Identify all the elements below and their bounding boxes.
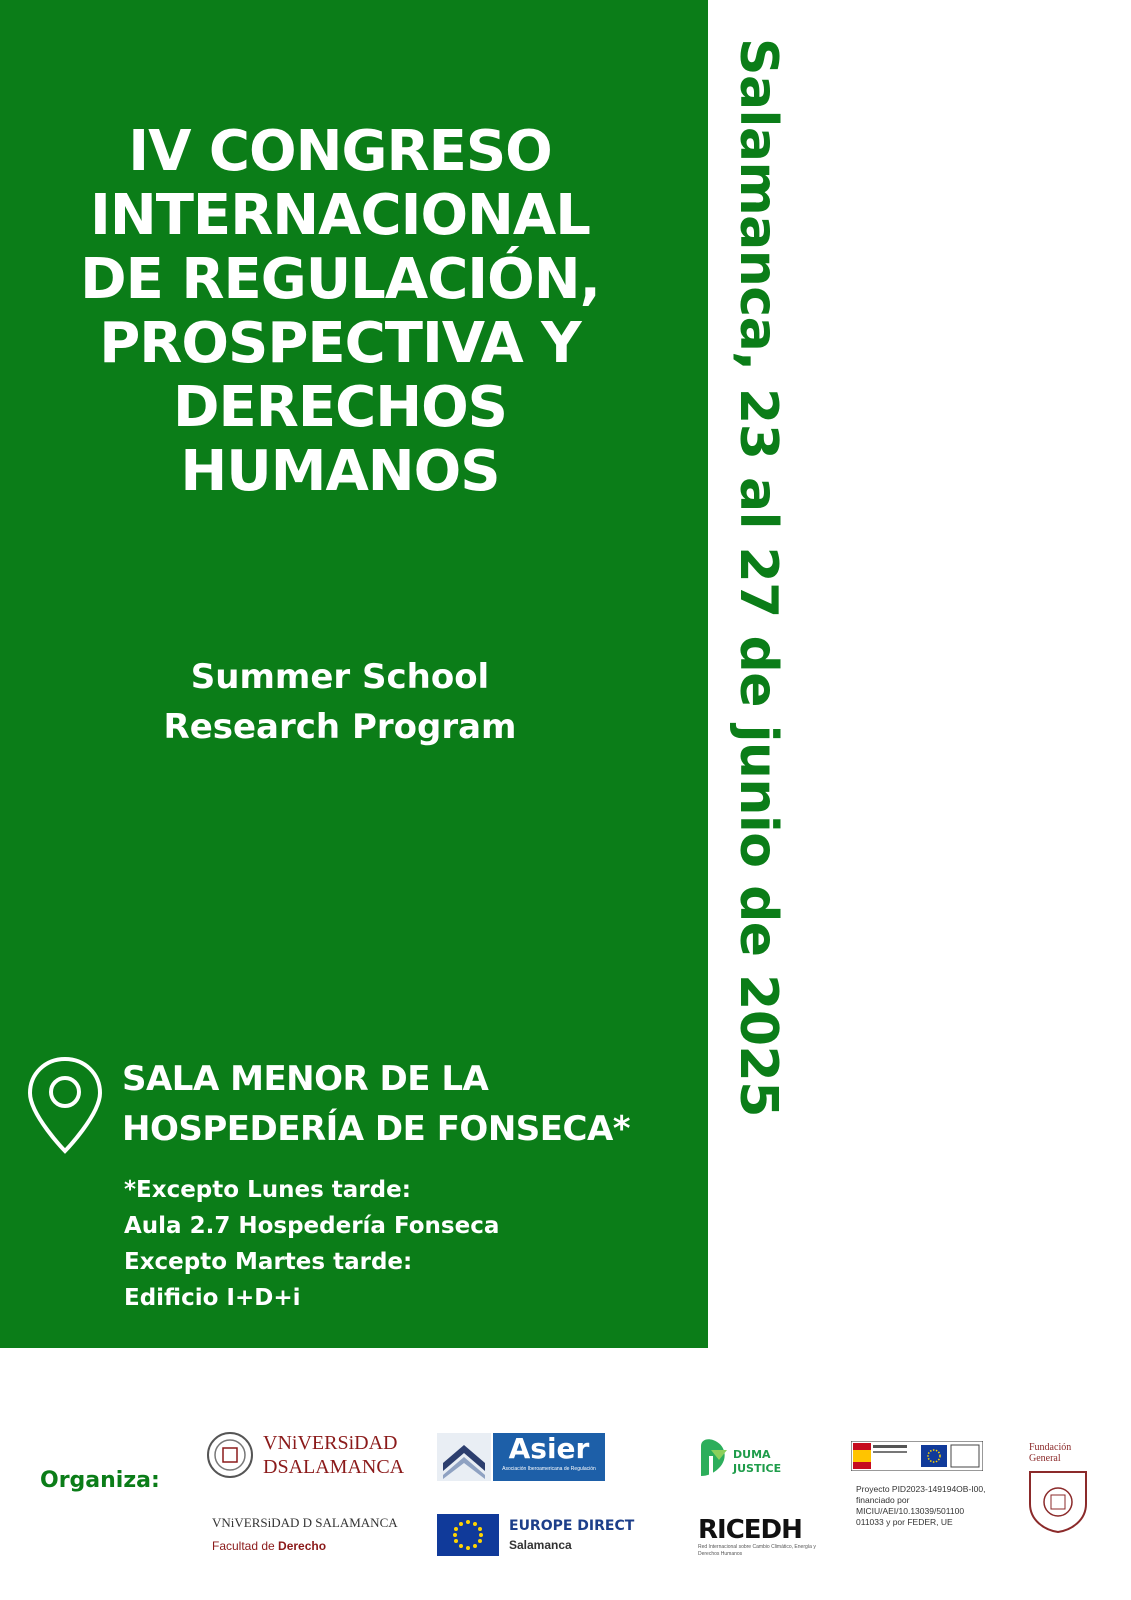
eu-stars-icon — [437, 1514, 499, 1556]
location-pin-icon — [26, 1055, 104, 1155]
fundacion-general-logo — [1026, 1442, 1090, 1534]
note-line: Excepto Martes tarde: — [124, 1249, 413, 1275]
fundacion-line1: Fundación — [1029, 1442, 1072, 1453]
note-line: Edificio I+D+i — [124, 1285, 301, 1311]
title-line: HUMANOS — [180, 439, 500, 504]
usal-name-line1: VNiVERSiDAD — [263, 1432, 398, 1454]
title-line: IV CONGRESO — [128, 119, 552, 184]
subtitle-line: Research Program — [163, 707, 517, 747]
note-line: *Excepto Lunes tarde: — [124, 1177, 411, 1203]
duma-line2: JUSTICE — [733, 1462, 782, 1475]
event-date: Salamanca, 23 al 27 de junio de 2025 — [728, 38, 788, 1117]
title-line: DE REGULACIÓN, — [80, 247, 600, 312]
duma-justice-logo — [697, 1436, 807, 1482]
title-line: PROSPECTIVA Y — [99, 311, 581, 376]
usal-seal-icon — [205, 1428, 255, 1482]
asier-box — [493, 1433, 605, 1481]
fundacion-seal-icon — [1026, 1468, 1090, 1534]
facultad-derecho: Derecho — [278, 1539, 327, 1553]
ricedh-tagline: Red Internacional sobre Cambio Climático, Energía y Derechos Humanos — [698, 1544, 816, 1557]
fundacion-name — [1029, 1442, 1071, 1464]
program-subtitle — [40, 652, 640, 752]
title-line: INTERNACIONAL — [90, 183, 590, 248]
usal-logo — [205, 1428, 405, 1486]
venue — [122, 1054, 630, 1154]
europe-direct-city: Salamanca — [509, 1538, 572, 1552]
asier-chevron-icon — [437, 1433, 491, 1481]
facultad-line — [212, 1539, 412, 1553]
europe-direct-logo — [437, 1514, 637, 1558]
asier-tagline: Asociación Iberoamericana de Regulación — [502, 1466, 596, 1472]
venue-notes — [124, 1172, 499, 1316]
asier-name: Asier — [508, 1432, 590, 1465]
europe-direct-title: EUROPE DIRECT — [509, 1518, 635, 1534]
usal-name-line2: DSALAMANCA — [263, 1456, 405, 1478]
spain-flag-icon — [851, 1441, 983, 1471]
facultad-derecho-logo — [212, 1515, 412, 1565]
fundacion-line2: General — [1029, 1453, 1061, 1464]
venue-line: SALA MENOR DE LA — [122, 1059, 489, 1099]
congress-title — [40, 120, 640, 504]
proyecto-funding-text: Proyecto PID2023-149194OB-I00, financiado por MICIU/AEI/10.13039/501100 011033 y por FEDER, UE — [856, 1484, 986, 1527]
facultad-prefix: Facultad de — [212, 1539, 279, 1553]
subtitle-line: Summer School — [190, 657, 490, 697]
organiza-label: Organiza: — [40, 1468, 160, 1493]
title-line: DERECHOS — [172, 375, 507, 440]
duma-line1: DUMA — [733, 1448, 771, 1461]
venue-line: HOSPEDERÍA DE FONSECA* — [122, 1109, 631, 1149]
usal-bottom-line1: VNiVERSiDAD D SALAMANCA — [212, 1515, 398, 1530]
note-line: Aula 2.7 Hospedería Fonseca — [124, 1213, 500, 1239]
ricedh-name: RICEDH — [698, 1515, 802, 1545]
asier-logo — [437, 1433, 605, 1481]
ricedh-logo — [698, 1516, 838, 1566]
duma-leaf-icon — [697, 1436, 733, 1480]
